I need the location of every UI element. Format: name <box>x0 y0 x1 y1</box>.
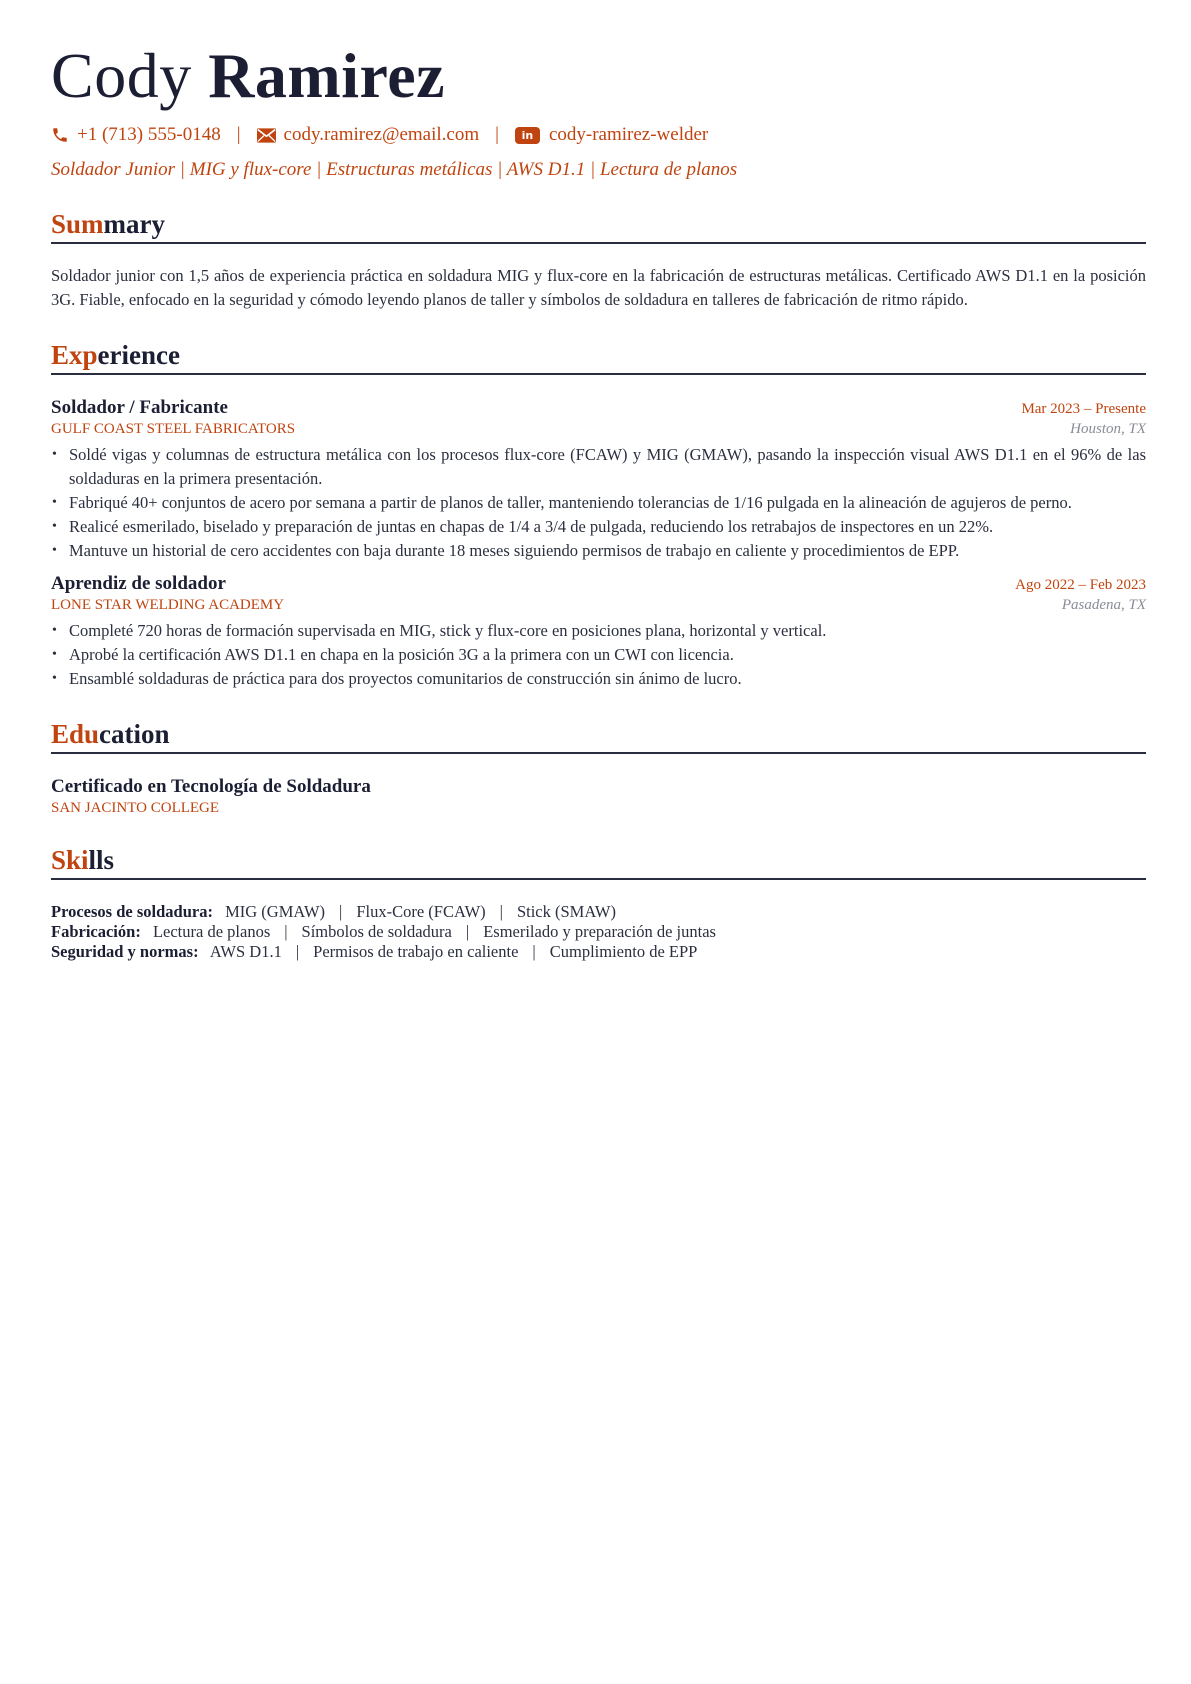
contact-linkedin[interactable] <box>515 124 708 146</box>
heading-accent: Edu <box>51 719 100 749</box>
skill-separator: | <box>499 902 503 921</box>
heading-accent: Ski <box>51 845 89 875</box>
section-heading <box>51 207 1146 244</box>
skill-item: MIG (GMAW) <box>225 902 326 921</box>
job-date: Mar 2023 – Presente <box>1021 401 1146 417</box>
bullet-item: • Completé 720 horas de formación supervisada en MIG, stick y flux-core en posiciones plana, horizontal y vertical. <box>51 619 1146 643</box>
skill-item: Stick (SMAW) <box>516 902 617 921</box>
job-location: Houston, TX <box>1070 421 1146 437</box>
bullet-item: • Realicé esmerilado, biselado y preparación de juntas en chapas de 1/4 a 3/4 de pulgada, reduciendo los retrabajos de inspectores en un 22%. <box>51 515 1146 539</box>
skill-group <box>51 942 1146 962</box>
linkedin-handle: cody-ramirez-welder <box>548 124 709 145</box>
heading-accent: Sum <box>51 209 104 239</box>
heading-rest: cation <box>99 719 170 749</box>
job-title: Aprendiz de soldador <box>51 573 226 594</box>
heading-rest: lls <box>88 845 115 875</box>
school-name: SAN JACINTO COLLEGE <box>51 800 220 816</box>
phone-number: +1 (713) 555-0148 <box>77 124 221 145</box>
job-bullets <box>51 443 1146 563</box>
candidate-name <box>51 40 1146 112</box>
skill-item: Lectura de planos <box>152 922 271 941</box>
bullet-item: • Ensamblé soldaduras de práctica para dos proyectos comunitarios de construcción sin ánimo de lucro. <box>51 667 1146 691</box>
skill-item: Permisos de trabajo en caliente <box>313 942 519 961</box>
education-section <box>51 717 1146 817</box>
skill-separator: | <box>465 922 470 941</box>
email-address: cody.ramirez@email.com <box>283 124 480 145</box>
section-heading <box>51 717 1146 754</box>
job-entry <box>51 573 1146 691</box>
last-name: Ramirez <box>208 40 446 111</box>
job-date: Ago 2022 – Feb 2023 <box>1015 577 1146 593</box>
skills-section <box>51 843 1146 962</box>
skill-item: Flux-Core (FCAW) <box>356 902 486 921</box>
bullet-item: • Mantuve un historial de cero accidentes con baja durante 18 meses siguiendo permisos de trabajo en caliente y procedimientos de EPP. <box>51 539 1146 563</box>
first-name: Cody <box>51 40 192 111</box>
contact-email[interactable] <box>257 124 480 146</box>
contact-separator: | <box>236 124 241 145</box>
job-company: GULF COAST STEEL FABRICATORS <box>51 421 296 437</box>
linkedin-icon: in <box>515 127 540 144</box>
skill-separator: | <box>532 942 536 961</box>
skill-separator: | <box>339 902 343 921</box>
education-entry <box>51 776 1146 817</box>
summary-section <box>51 207 1146 312</box>
skill-item: Esmerilado y preparación de juntas <box>483 922 716 941</box>
skill-item: AWS D1.1 <box>209 942 282 961</box>
experience-section <box>51 338 1146 691</box>
bullet-item: • Aprobé la certificación AWS D1.1 en chapa en la posición 3G a la primera con un CWI con licencia. <box>51 643 1146 667</box>
job-company: LONE STAR WELDING ACADEMY <box>51 597 285 613</box>
headline-tagline: Soldador Junior | MIG y flux-core | Estructuras metálicas | AWS D1.1 | Lectura de planos <box>51 159 738 180</box>
phone-icon <box>51 126 69 144</box>
heading-rest: erience <box>97 340 180 370</box>
summary-text: Soldador junior con 1,5 años de experiencia práctica en soldadura MIG y flux-core en la fabricación de estructuras metálicas. Certificado AWS D1.1 en la posición 3G. Fiable, enfocado en la seguridad y cómodo leyendo planos de taller y símbolos de soldadura en talleres de fabricación de ritmo rápido. <box>51 266 1146 309</box>
heading-rest: mary <box>103 209 166 239</box>
bullet-item: • Fabriqué 40+ conjuntos de acero por semana a partir de planos de taller, manteniendo tolerancias de 1/16 pulgada en la alineación de agujeros de perno. <box>51 491 1146 515</box>
contact-separator: | <box>495 124 499 145</box>
degree-title: Certificado en Tecnología de Soldadura <box>51 776 371 797</box>
job-entry <box>51 397 1146 563</box>
section-heading <box>51 843 1146 880</box>
job-title: Soldador / Fabricante <box>51 397 228 418</box>
skill-group <box>51 922 1146 942</box>
job-bullets <box>51 619 1146 691</box>
bullet-item: • Soldé vigas y columnas de estructura metálica con los procesos flux-core (FCAW) y MIG (GMAW), pasando la inspección visual AWS D1.1 en el 96% de las soldaduras en la primera presentación. <box>51 443 1146 491</box>
section-heading <box>51 338 1146 375</box>
skill-item: Símbolos de soldadura <box>301 922 452 941</box>
skills-list <box>51 902 1146 962</box>
skill-group-label: Seguridad y normas: <box>51 942 199 961</box>
job-location: Pasadena, TX <box>1061 597 1146 613</box>
skill-group-label: Fabricación: <box>51 922 141 941</box>
skill-group-label: Procesos de soldadura: <box>51 902 213 921</box>
contact-line <box>51 122 1146 148</box>
heading-accent: Exp <box>51 340 98 370</box>
skill-item: Cumplimiento de EPP <box>549 942 698 961</box>
skill-group <box>51 902 1146 922</box>
skill-separator: | <box>295 942 300 961</box>
envelope-icon <box>257 128 276 143</box>
skill-separator: | <box>284 922 288 941</box>
contact-phone[interactable] <box>51 124 221 146</box>
